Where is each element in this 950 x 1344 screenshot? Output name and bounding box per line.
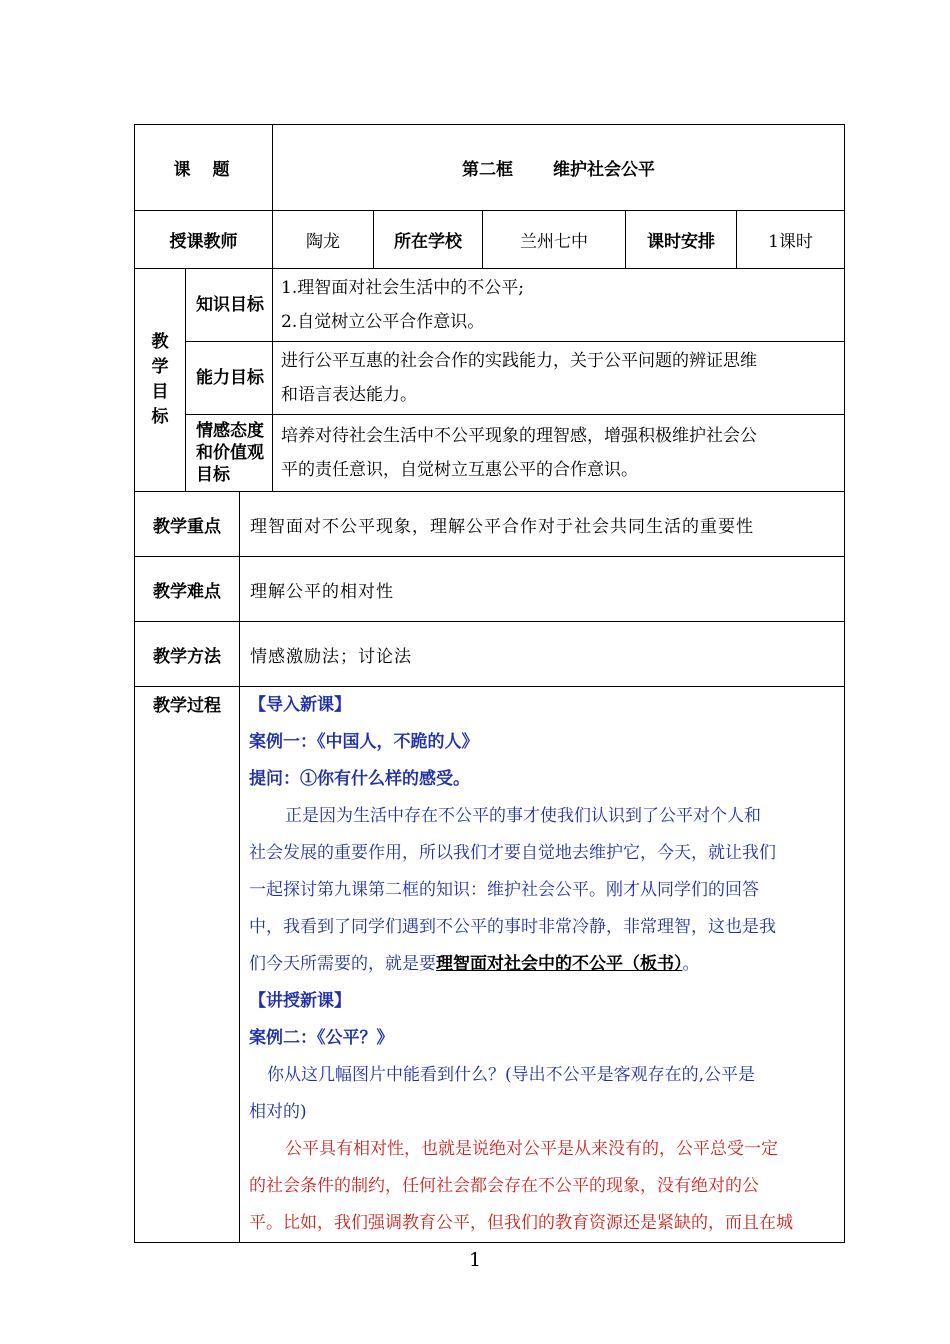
intro-heading: 【导入新课】 — [249, 695, 351, 715]
focus-label: 教学重点 — [135, 492, 240, 557]
case-one-title: 案例一：《中国人，不跪的人》 — [249, 732, 479, 752]
goal-row-ability — [135, 342, 845, 415]
method-text: 情感激励法；讨论法 — [240, 622, 845, 687]
lesson-plan-table — [134, 124, 845, 1243]
focus-text: 理智面对不公平现象，理解公平合作对于社会共同生活的重要性 — [240, 492, 845, 557]
process-label: 教学过程 — [135, 687, 240, 1243]
school-label: 所在学校 — [374, 211, 483, 269]
teaching-goals-label: 教 学 目 标 — [135, 269, 186, 492]
intro-paragraph-line: 一起探讨第九课第二框的知识：维护社会公平。刚才从同学们的回答 — [249, 880, 759, 900]
difficulty-label: 教学难点 — [135, 557, 240, 622]
info-row — [135, 211, 845, 269]
emotion-goal-label: 情感态度 和价值观 目标 — [186, 415, 273, 492]
relative-fairness-line: 平。比如，我们强调教育公平，但我们的教育资源还是紧缺的，而且在城 — [249, 1213, 793, 1233]
method-row — [135, 622, 845, 687]
emotion-goal-text: 培养对待社会生活中不公平现象的理智感，增强积极维护社会公 平的责任意识，自觉树立互惠公平的合作意识。 — [273, 415, 845, 492]
teacher-label: 授课教师 — [135, 211, 273, 269]
method-label: 教学方法 — [135, 622, 240, 687]
focus-row — [135, 492, 845, 557]
knowledge-goal-text: 1.理智面对社会生活中的不公平; 2.自觉树立公平合作意识。 — [273, 269, 845, 342]
school-name: 兰州七中 — [483, 211, 626, 269]
knowledge-goal-label: 知识目标 — [186, 269, 273, 342]
topic-label: 课 题 — [135, 125, 273, 211]
intro-paragraph: 正是因为生活中存在不公平的事才使我们认识到了公平对个人和 — [285, 806, 761, 826]
new-lesson-heading: 【讲授新课】 — [249, 991, 351, 1011]
difficulty-text: 理解公平的相对性 — [240, 557, 845, 622]
intro-paragraph-line: 们今天所需要的，就是要理智面对社会中的不公平（板书）。 — [249, 954, 700, 974]
difficulty-row — [135, 557, 845, 622]
ability-goal-text: 进行公平互惠的社会合作的实践能力，关于公平问题的辨证思维 和语言表达能力。 — [273, 342, 845, 415]
goal-row-knowledge — [135, 269, 845, 342]
case-two-question-line: 相对的) — [249, 1102, 307, 1122]
ability-goal-label: 能力目标 — [186, 342, 273, 415]
question-line: 提问：①你有什么样的感受。 — [249, 769, 470, 789]
relative-fairness-paragraph: 公平具有相对性，也就是说绝对公平是从来没有的，公平总受一定 — [285, 1139, 778, 1159]
hours-value: 1课时 — [737, 211, 845, 269]
title-row — [135, 125, 845, 211]
intro-paragraph-line: 中，我看到了同学们遇到不公平的事时非常冷静，非常理智，这也是我 — [249, 917, 776, 937]
process-content — [240, 687, 845, 1243]
relative-fairness-line: 的社会条件的制约，任何社会都会存在不公平的现象，没有绝对的公 — [249, 1176, 759, 1196]
case-two-question: 你从这几幅图片中能看到什么？(导出不公平是客观存在的,公平是 — [267, 1065, 756, 1085]
goal-row-emotion — [135, 415, 845, 492]
intro-paragraph-line: 社会发展的重要作用，所以我们才要自觉地去维护它，今天，就让我们 — [249, 843, 776, 863]
page-number: 1 — [468, 1249, 482, 1271]
case-two-title: 案例二：《公平？》 — [249, 1028, 394, 1048]
teacher-name: 陶龙 — [273, 211, 374, 269]
lesson-title: 第二框 维护社会公平 — [273, 125, 845, 211]
board-note: 理智面对社会中的不公平（板书） — [436, 954, 683, 974]
process-row — [135, 687, 845, 1243]
hours-label: 课时安排 — [626, 211, 737, 269]
